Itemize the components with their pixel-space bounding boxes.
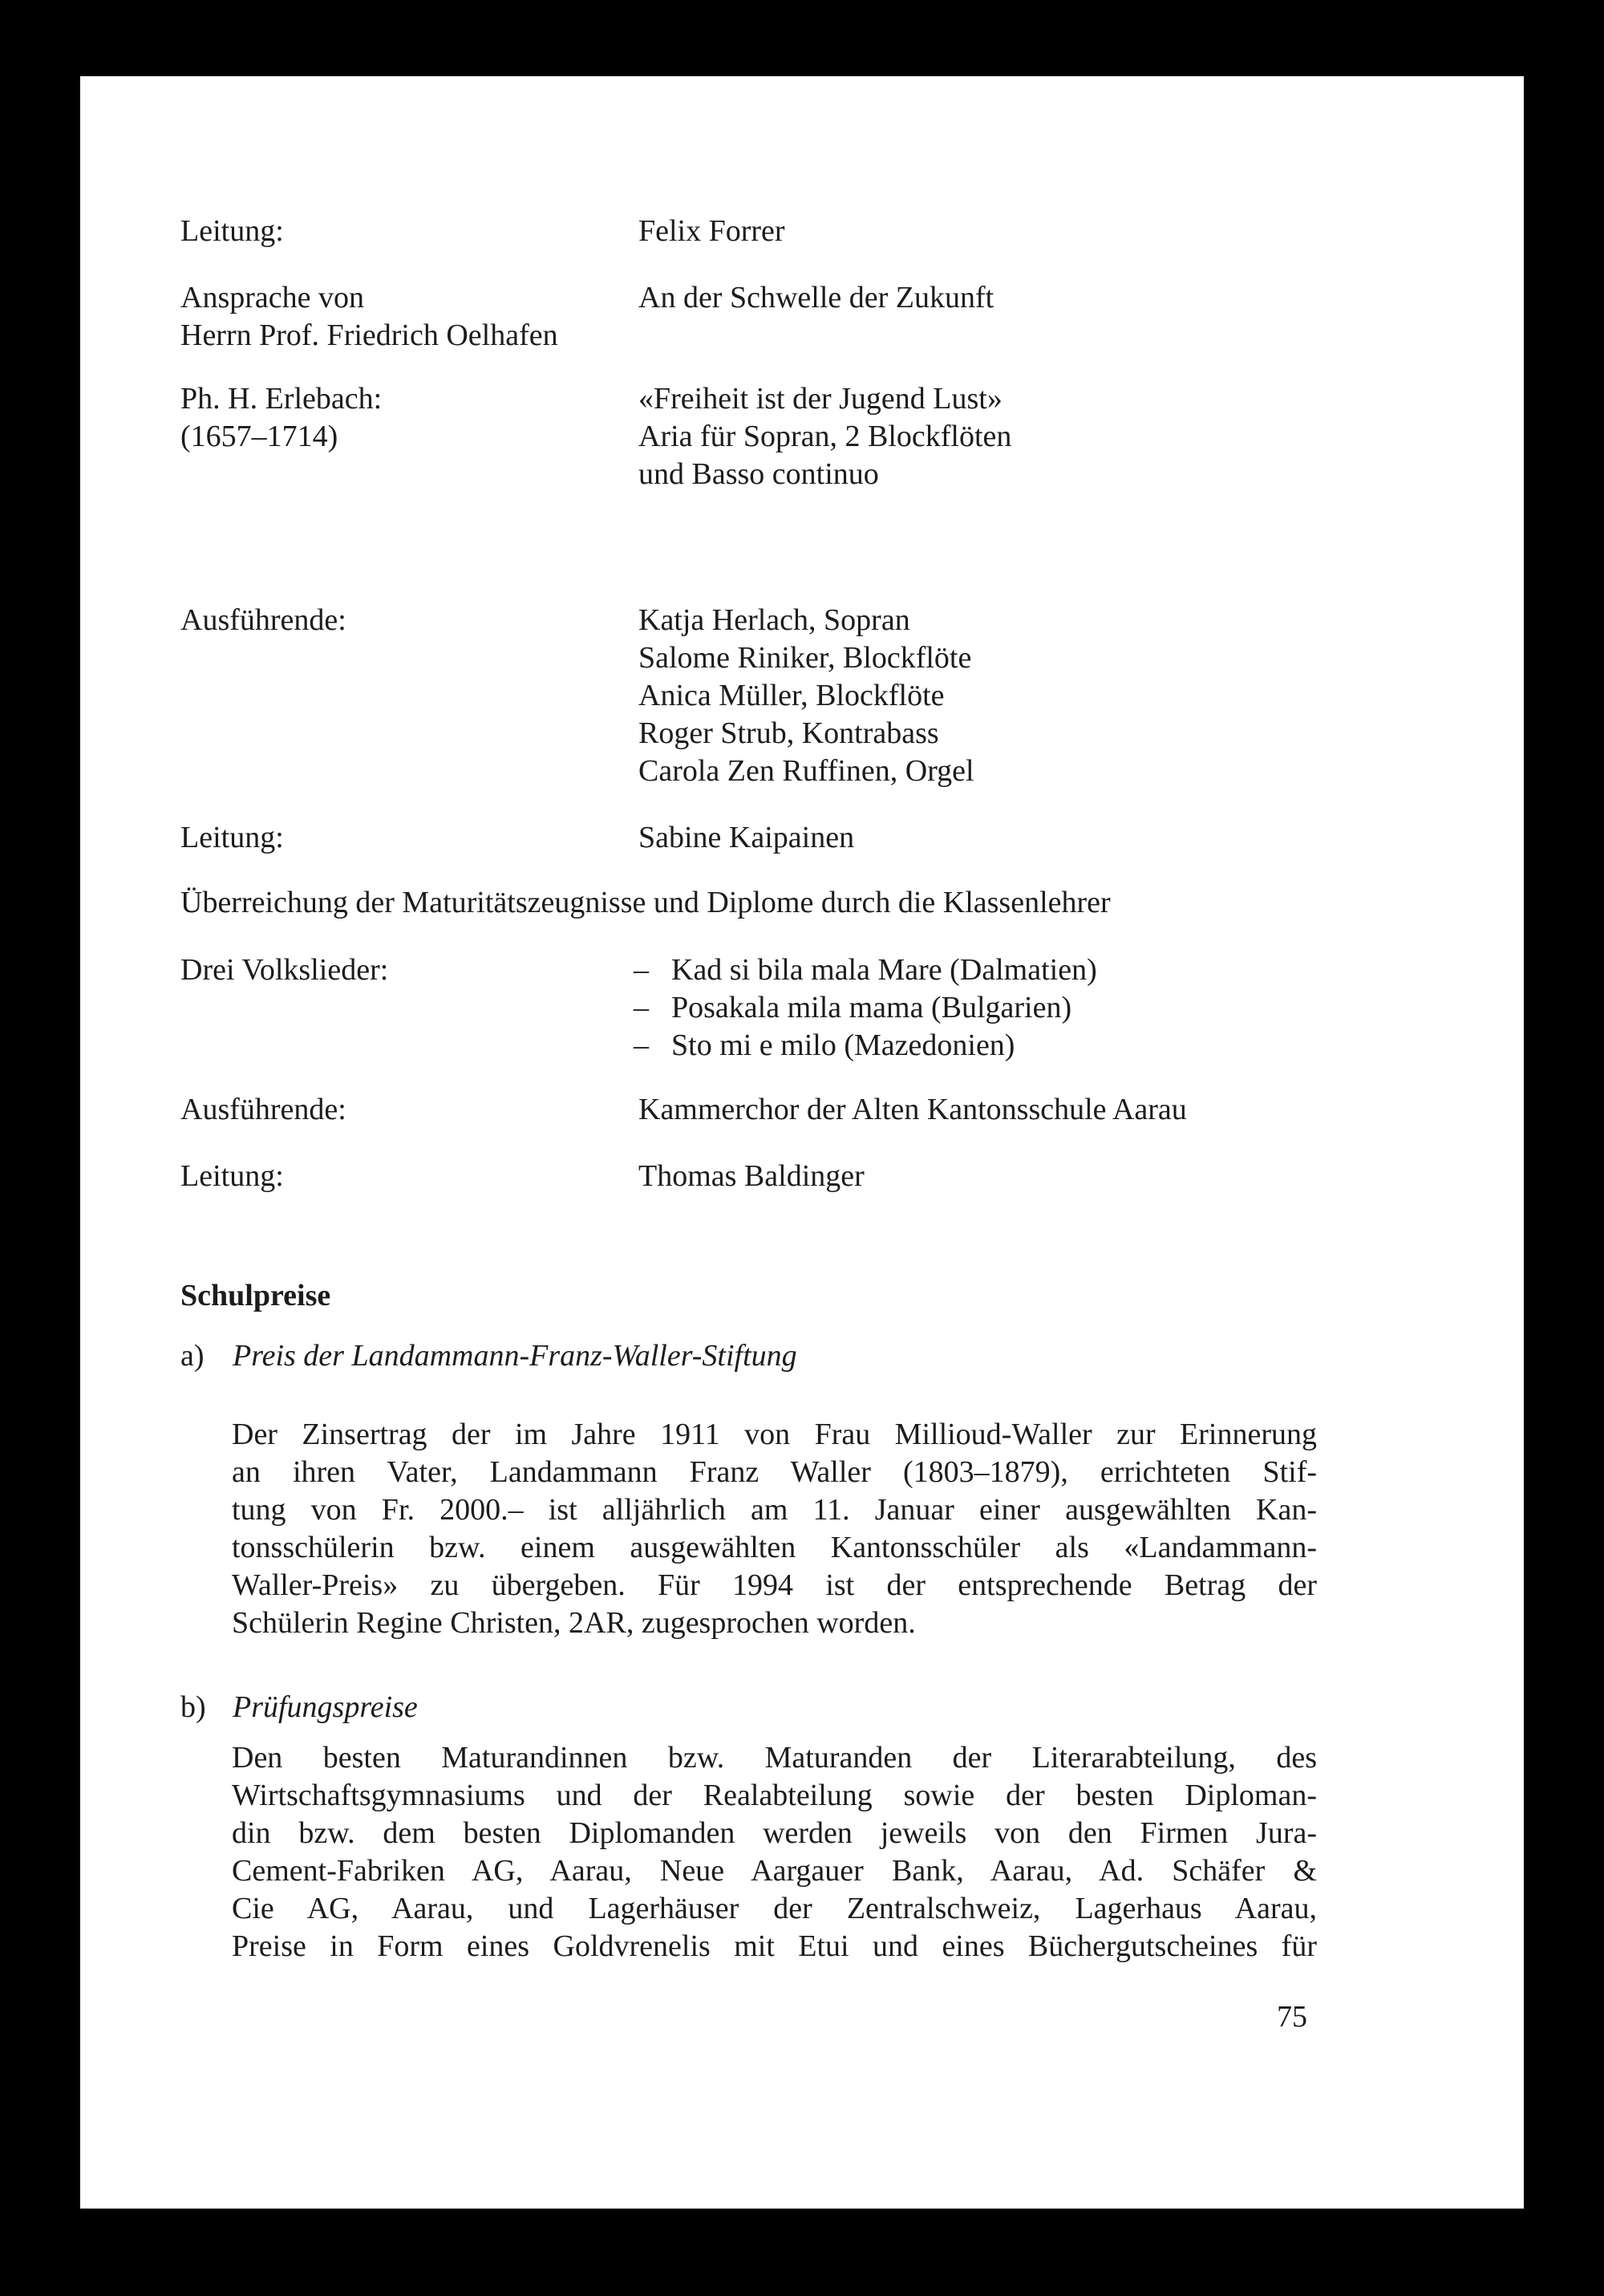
piece-instrumentation: Aria für Sopran, 2 Blockflöten	[638, 420, 1012, 453]
paragraph-pruefungspreise	[232, 1739, 1317, 1965]
list-dash: –	[634, 1028, 649, 1062]
paragraph-line: tung von Fr. 2000.– ist alljährlich am 11. Januar einer ausgewählten Kan-	[232, 1493, 1317, 1527]
paragraph-line: an ihren Vater, Landammann Franz Waller (1803–1879), errichteten Stif-	[232, 1455, 1317, 1489]
volkslieder-label: Drei Volkslieder:	[180, 953, 389, 987]
paragraph-line: Cie AG, Aarau, und Lagerhäuser der Zentralschweiz, Lagerhaus Aarau,	[232, 1892, 1317, 1925]
list-dash: –	[634, 953, 649, 987]
paragraph-line: Cement-Fabriken AG, Aarau, Neue Aargauer Bank, Aarau, Ad. Schäfer &	[232, 1854, 1317, 1888]
document-page	[80, 76, 1524, 2209]
paragraph-line: din bzw. dem besten Diplomanden werden jeweils von den Firmen Jura-	[232, 1816, 1317, 1850]
leitung-label: Leitung:	[180, 821, 284, 854]
paragraph-line: Den besten Maturandinnen bzw. Maturanden der Literarabteilung, des	[232, 1741, 1317, 1775]
performer: Anica Müller, Blockflöte	[638, 679, 945, 712]
ansprache-label: Ansprache von	[180, 281, 364, 314]
item-title: Preis der Landammann-Franz-Waller-Stiftung	[233, 1339, 797, 1373]
leitung-value: Thomas Baldinger	[638, 1159, 865, 1193]
song-title: Sto mi e milo (Mazedonien)	[671, 1028, 1015, 1062]
leitung-label: Leitung:	[180, 214, 284, 248]
ueberreichung-line: Überreichung der Maturitätszeugnisse und Diplome durch die Klassenlehrer	[180, 886, 1111, 919]
paragraph-line: tonsschülerin bzw. einem ausgewählten Kantonsschüler als «Landammann-	[232, 1531, 1317, 1564]
ansprache-title: An der Schwelle der Zukunft	[638, 281, 994, 314]
leitung-value: Sabine Kaipainen	[638, 821, 855, 854]
piece-title: «Freiheit ist der Jugend Lust»	[638, 382, 1003, 416]
ausfuehrende-value: Kammerchor der Alten Kantonsschule Aarau	[638, 1093, 1187, 1126]
list-dash: –	[634, 991, 649, 1024]
performer: Roger Strub, Kontrabass	[638, 716, 939, 750]
paragraph-line: Wirtschaftsgymnasiums und der Realabteilung sowie der besten Diploman-	[232, 1779, 1317, 1812]
performer: Salome Riniker, Blockflöte	[638, 641, 972, 675]
item-title: Prüfungspreise	[233, 1690, 418, 1724]
item-marker: b)	[180, 1690, 206, 1724]
page-number: 75	[1277, 2000, 1307, 2034]
composer-name: Ph. H. Erlebach:	[180, 382, 383, 416]
composer-dates: (1657–1714)	[180, 420, 338, 453]
paragraph-line: Schülerin Regine Christen, 2AR, zugesprochen worden.	[232, 1606, 916, 1640]
ausfuehrende-label: Ausführende:	[180, 603, 346, 637]
paragraph-line: Der Zinsertrag der im Jahre 1911 von Frau Millioud-Waller zur Erinnerung	[232, 1418, 1317, 1451]
paragraph-line: Preise in Form eines Goldvrenelis mit Etui und eines Büchergutscheines für	[232, 1929, 1317, 1963]
piece-instrumentation: und Basso continuo	[638, 457, 879, 491]
performer: Carola Zen Ruffinen, Orgel	[638, 754, 974, 788]
ansprache-speaker: Herrn Prof. Friedrich Oelhafen	[180, 318, 558, 352]
paragraph-line: Waller-Preis» zu übergeben. Für 1994 ist der entsprechende Betrag der	[232, 1568, 1317, 1602]
song-title: Posakala mila mama (Bulgarien)	[671, 991, 1072, 1024]
item-marker: a)	[180, 1339, 205, 1373]
ausfuehrende-label: Ausführende:	[180, 1093, 346, 1126]
performer: Katja Herlach, Sopran	[638, 603, 910, 637]
section-heading: Schulpreise	[180, 1279, 331, 1312]
song-title: Kad si bila mala Mare (Dalmatien)	[671, 953, 1097, 987]
paragraph-waller	[232, 1416, 1317, 1642]
leitung-value: Felix Forrer	[638, 214, 785, 248]
leitung-label: Leitung:	[180, 1159, 284, 1193]
